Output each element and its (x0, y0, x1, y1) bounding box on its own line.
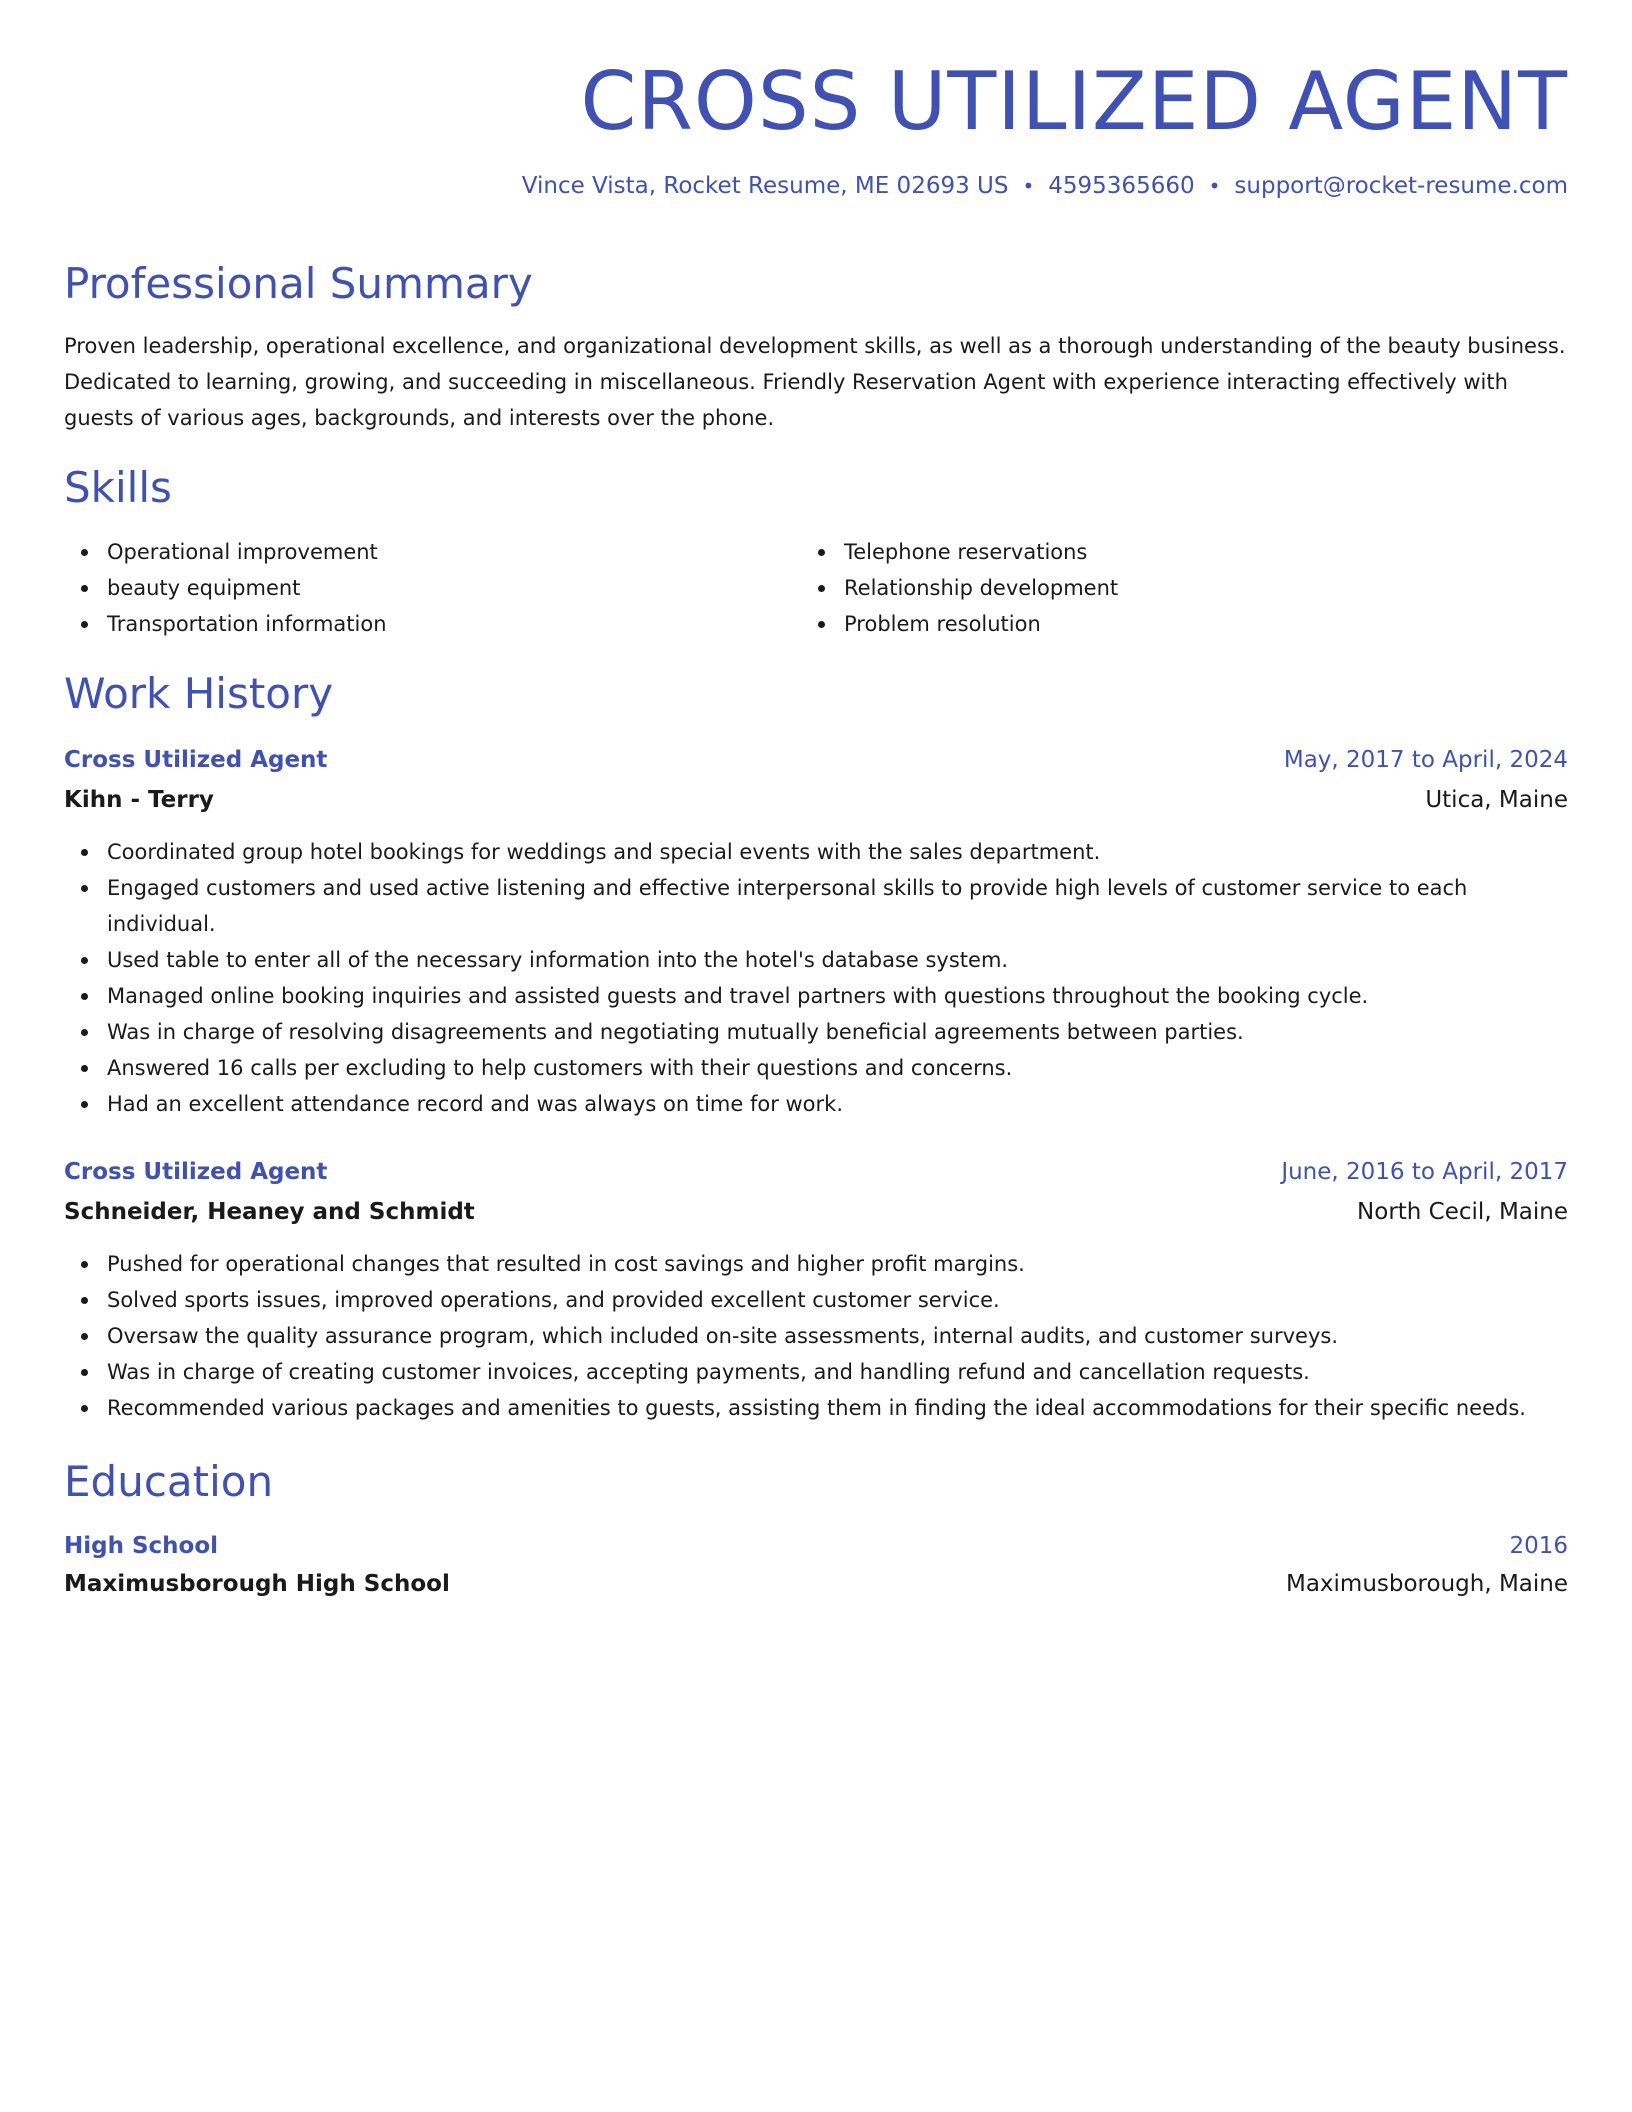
skills-list-left (64, 534, 801, 642)
contact-email: support@rocket-resume.com (1234, 173, 1568, 199)
contact-line (522, 170, 1568, 202)
job-dates: June, 2016 to April, 2017 (1281, 1159, 1568, 1185)
job-location: Utica, Maine (1425, 787, 1568, 813)
job-bullets (64, 1246, 1568, 1426)
skills-heading: Skills (64, 463, 172, 512)
job-title: Cross Utilized Agent (64, 1159, 328, 1185)
job-bullet: Oversaw the quality assurance program, which included on-site assessments, internal audits, and customer surveys. (64, 1318, 1568, 1354)
skill-item: Telephone reservations (801, 534, 1538, 570)
job-entry (64, 1154, 1568, 1426)
job-entry (64, 742, 1568, 1122)
contact-separator: • (1208, 174, 1221, 198)
job-dates: May, 2017 to April, 2024 (1283, 747, 1568, 773)
skills-grid (64, 534, 1568, 642)
summary-body (64, 328, 1568, 436)
job-bullet: Pushed for operational changes that resulted in cost savings and higher profit margins. (64, 1246, 1568, 1282)
job-bullet: Coordinated group hotel bookings for weddings and special events with the sales department. (64, 834, 1568, 870)
job-location: North Cecil, Maine (1357, 1199, 1568, 1225)
job-bullet: Had an excellent attendance record and was always on time for work. (64, 1086, 1568, 1122)
job-header (64, 1154, 1568, 1190)
job-company: Schneider, Heaney and Schmidt (64, 1199, 475, 1225)
job-bullet: Recommended various packages and amenities to guests, assisting them in finding the ideal accommodations for their specific needs. (64, 1390, 1568, 1426)
skills-list-right (801, 534, 1538, 642)
job-header (64, 742, 1568, 778)
job-bullet: Was in charge of creating customer invoices, accepting payments, and handling refund and cancellation requests. (64, 1354, 1568, 1390)
work-section (64, 668, 1568, 720)
skills-section (64, 462, 1568, 514)
job-bullet: Engaged customers and used active listening and effective interpersonal skills to provide high levels of customer service to each individual. (64, 870, 1568, 942)
job-bullet: Was in charge of resolving disagreements and negotiating mutually beneficial agreements between parties. (64, 1014, 1568, 1050)
education-year: 2016 (1509, 1533, 1568, 1559)
job-company: Kihn - Terry (64, 787, 214, 813)
skill-item: beauty equipment (64, 570, 801, 606)
skill-item: Problem resolution (801, 606, 1538, 642)
skill-item: Operational improvement (64, 534, 801, 570)
resume-title: CROSS UTILIZED AGENT (580, 55, 1568, 148)
education-degree: High School (64, 1533, 219, 1559)
contact-address: Vince Vista, Rocket Resume, ME 02693 US (521, 173, 1009, 199)
education-section (64, 1456, 1568, 1508)
education-header (64, 1528, 1568, 1564)
job-bullet: Solved sports issues, improved operations, and provided excellent customer service. (64, 1282, 1568, 1318)
summary-heading: Professional Summary (64, 259, 533, 308)
skill-item: Relationship development (801, 570, 1538, 606)
education-location: Maximusborough, Maine (1285, 1571, 1568, 1597)
education-heading: Education (64, 1457, 274, 1506)
job-subheader (64, 1194, 1568, 1230)
contact-phone: 4595365660 (1048, 173, 1195, 199)
job-subheader (64, 782, 1568, 818)
job-bullets (64, 834, 1568, 1122)
contact-separator: • (1022, 174, 1035, 198)
job-title: Cross Utilized Agent (64, 747, 328, 773)
summary-section (64, 258, 1568, 310)
summary-text: Proven leadership, operational excellence, and organizational development skills, as well as a thorough understanding of the beauty business. Dedicated to learning, growing, and succeeding in miscellaneous. Friendly Reservation Agent with experience interacting effectively with guests of various ages, backgrounds, and interests over the phone. (64, 334, 1566, 430)
skill-item: Transportation information (64, 606, 801, 642)
job-bullet: Answered 16 calls per excluding to help customers with their questions and concerns. (64, 1050, 1568, 1086)
education-entry (64, 1528, 1568, 1602)
education-school: Maximusborough High School (64, 1571, 450, 1597)
job-bullet: Used table to enter all of the necessary information into the hotel's database system. (64, 942, 1568, 978)
education-subheader (64, 1566, 1568, 1602)
job-bullet: Managed online booking inquiries and assisted guests and travel partners with questions throughout the booking cycle. (64, 978, 1568, 1014)
work-heading: Work History (64, 669, 334, 718)
